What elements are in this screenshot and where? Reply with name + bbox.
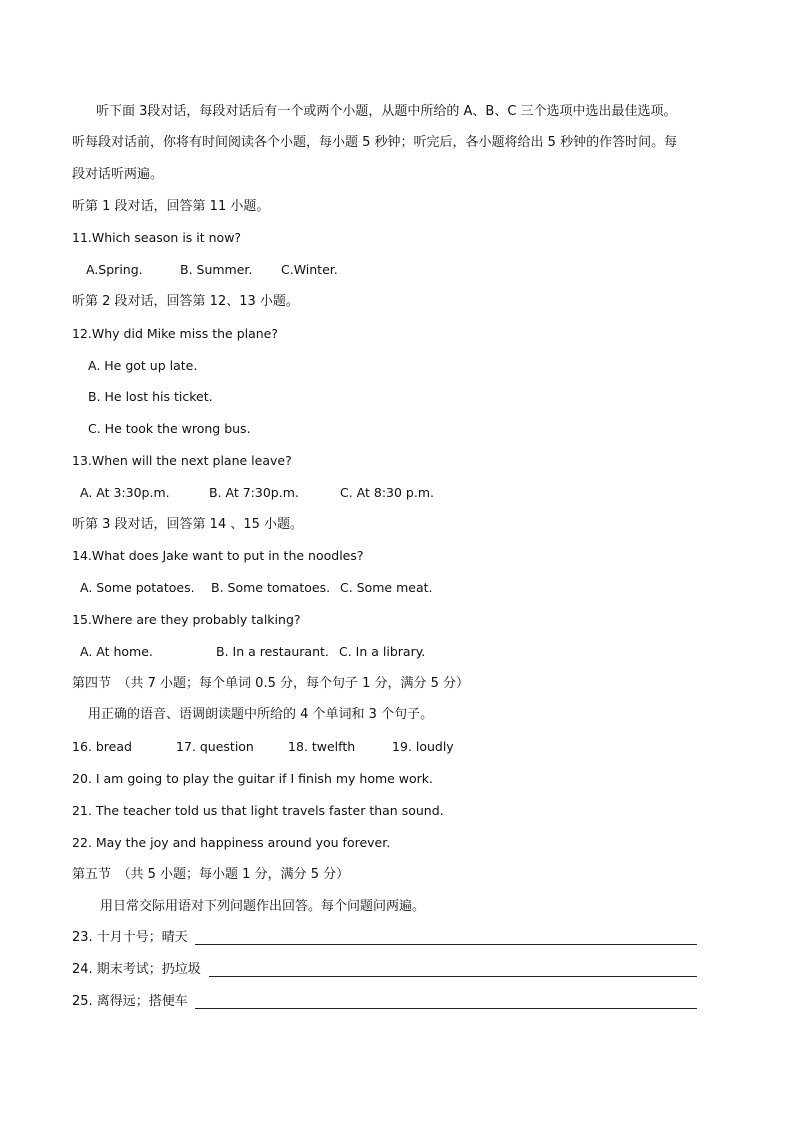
question-12-stem: 12.Why did Mike miss the plane? [72,326,279,341]
question-12-option-b: B. He lost his ticket. [88,389,213,404]
word-18: 18. twelfth [288,739,356,754]
question-13-option-b: B. At 7:30p.m. [209,485,299,500]
word-17: 17. question [176,739,254,754]
question-12-option-c: C. He took the wrong bus. [88,421,251,436]
section3-intro-line-3: 段对话听两遍。 [72,167,164,182]
question-13-option-c: C. At 8:30 p.m. [340,485,434,500]
sentence-20: 20. I am going to play the guitar if I finish my home work. [72,771,434,786]
question-13-stem: 13.When will the next plane leave? [72,453,292,468]
question-14-option-a: A. Some potatoes. [80,580,195,595]
question-15-option-c: C. In a library. [339,644,426,659]
question-15-stem: 15.Where are they probably talking? [72,612,301,627]
section5-instruction: 用日常交际用语对下列问题作出回答。每个问题问两遍。 [100,899,426,914]
dialog2-heading: 听第 2 段对话，回答第 12、13 小题。 [72,294,299,309]
item-24-answer-line[interactable] [209,976,697,977]
item-25-answer-line[interactable] [195,1008,697,1009]
question-15-option-b: B. In a restaurant. [216,644,329,659]
question-11-stem: 11.Which season is it now? [72,230,242,245]
item-25-label: 25. 离得远；搭便车 [72,994,188,1009]
section3-intro-line-2: 听每段对话前，你将有时间阅读各个小题，每小题 5 秒钟；听完后，各小题将给出 5 秒钟的作答时间。每 [72,135,678,150]
question-14-option-b: B. Some tomatoes. [211,580,331,595]
item-24-label: 24. 期末考试；扔垃圾 [72,962,201,977]
dialog3-heading: 听第 3 段对话，回答第 14 、15 小题。 [72,517,304,532]
item-23-label: 23. 十月十号；晴天 [72,930,188,945]
section4-instruction: 用正确的语音、语调朗读题中所给的 4 个单词和 3 个句子。 [88,707,434,722]
question-11-option-c: C.Winter. [281,262,338,277]
question-11-option-a: A.Spring. [86,262,143,277]
section5-title: 第五节 （共 5 小题；每小题 1 分，满分 5 分） [72,867,350,882]
question-14-option-c: C. Some meat. [340,580,433,595]
item-23-answer-line[interactable] [195,944,697,945]
word-16: 16. bread [72,739,132,754]
question-13-option-a: A. At 3:30p.m. [80,485,170,500]
section3-intro-line-1: 听下面 3段对话，每段对话后有一个或两个小题，从题中所给的 A、B、C 三个选项中选出最佳选项。 [96,104,677,119]
question-14-stem: 14.What does Jake want to put in the noodles? [72,548,364,563]
question-11-option-b: B. Summer. [180,262,253,277]
question-15-option-a: A. At home. [80,644,153,659]
sentence-22: 22. May the joy and happiness around you forever. [72,835,391,850]
dialog1-heading: 听第 1 段对话，回答第 11 小题。 [72,199,270,214]
question-12-option-a: A. He got up late. [88,358,198,373]
word-19: 19. loudly [392,739,454,754]
section4-title: 第四节 （共 7 小题；每个单词 0.5 分，每个句子 1 分，满分 5 分） [72,676,470,691]
sentence-21: 21. The teacher told us that light travels faster than sound. [72,803,444,818]
